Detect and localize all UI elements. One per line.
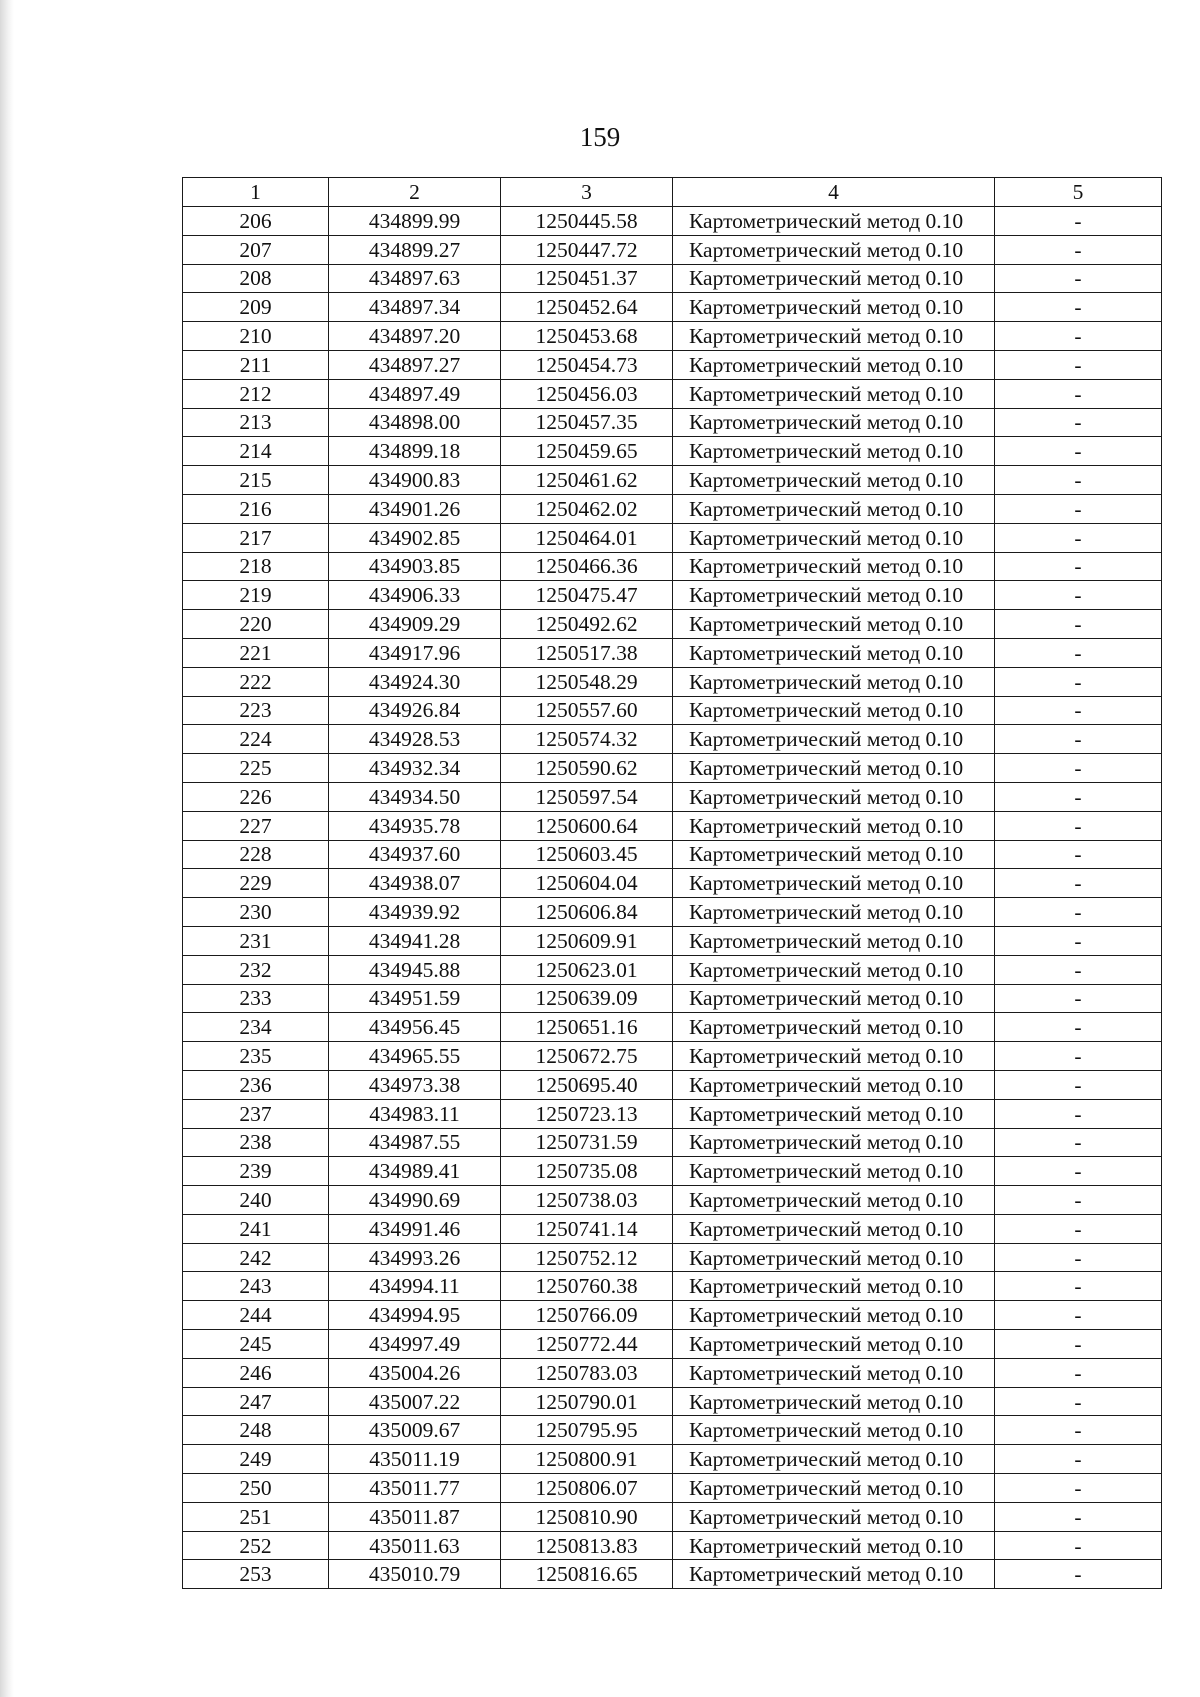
y-coordinate-cell: 1250735.08 <box>501 1157 673 1186</box>
method-cell: Картометрический метод 0.10 <box>673 1387 995 1416</box>
point-number-cell: 230 <box>183 898 329 927</box>
note-cell: - <box>995 466 1162 495</box>
point-number-cell: 225 <box>183 754 329 783</box>
method-cell: Картометрический метод 0.10 <box>673 610 995 639</box>
y-coordinate-cell: 1250447.72 <box>501 235 673 264</box>
y-coordinate-cell: 1250783.03 <box>501 1358 673 1387</box>
x-coordinate-cell: 434897.27 <box>329 350 501 379</box>
note-cell: - <box>995 379 1162 408</box>
method-cell: Картометрический метод 0.10 <box>673 725 995 754</box>
note-cell: - <box>995 811 1162 840</box>
method-cell: Картометрический метод 0.10 <box>673 1445 995 1474</box>
x-coordinate-cell: 434938.07 <box>329 869 501 898</box>
x-coordinate-cell: 434989.41 <box>329 1157 501 1186</box>
y-coordinate-cell: 1250461.62 <box>501 466 673 495</box>
note-cell: - <box>995 1272 1162 1301</box>
table-row <box>183 523 1162 552</box>
note-cell: - <box>995 235 1162 264</box>
point-number-cell: 238 <box>183 1128 329 1157</box>
y-coordinate-cell: 1250795.95 <box>501 1416 673 1445</box>
x-coordinate-cell: 435010.79 <box>329 1560 501 1589</box>
x-coordinate-cell: 434903.85 <box>329 552 501 581</box>
point-number-cell: 236 <box>183 1070 329 1099</box>
x-coordinate-cell: 434897.20 <box>329 322 501 351</box>
point-number-cell: 244 <box>183 1301 329 1330</box>
method-cell: Картометрический метод 0.10 <box>673 638 995 667</box>
note-cell: - <box>995 926 1162 955</box>
note-cell: - <box>995 1157 1162 1186</box>
method-cell: Картометрический метод 0.10 <box>673 782 995 811</box>
y-coordinate-cell: 1250790.01 <box>501 1387 673 1416</box>
method-cell: Картометрический метод 0.10 <box>673 1214 995 1243</box>
x-coordinate-cell: 434935.78 <box>329 811 501 840</box>
table-row <box>183 840 1162 869</box>
note-cell: - <box>995 1416 1162 1445</box>
method-cell: Картометрический метод 0.10 <box>673 840 995 869</box>
table-row <box>183 1445 1162 1474</box>
x-coordinate-cell: 434997.49 <box>329 1330 501 1359</box>
table-row <box>183 869 1162 898</box>
x-coordinate-cell: 434897.34 <box>329 293 501 322</box>
x-coordinate-cell: 434934.50 <box>329 782 501 811</box>
table-row <box>183 322 1162 351</box>
method-cell: Картометрический метод 0.10 <box>673 1157 995 1186</box>
method-cell: Картометрический метод 0.10 <box>673 869 995 898</box>
table-row <box>183 1560 1162 1589</box>
point-number-cell: 240 <box>183 1186 329 1215</box>
point-number-cell: 228 <box>183 840 329 869</box>
point-number-cell: 252 <box>183 1531 329 1560</box>
column-header: 1 <box>183 178 329 207</box>
method-cell: Картометрический метод 0.10 <box>673 1358 995 1387</box>
point-number-cell: 250 <box>183 1474 329 1503</box>
method-cell: Картометрический метод 0.10 <box>673 581 995 610</box>
point-number-cell: 233 <box>183 984 329 1013</box>
method-cell: Картометрический метод 0.10 <box>673 437 995 466</box>
table-body <box>183 207 1162 1589</box>
method-cell: Картометрический метод 0.10 <box>673 264 995 293</box>
point-number-cell: 220 <box>183 610 329 639</box>
y-coordinate-cell: 1250445.58 <box>501 207 673 236</box>
x-coordinate-cell: 434956.45 <box>329 1013 501 1042</box>
table-row <box>183 1272 1162 1301</box>
note-cell: - <box>995 207 1162 236</box>
table-row <box>183 293 1162 322</box>
method-cell: Картометрический метод 0.10 <box>673 1531 995 1560</box>
point-number-cell: 224 <box>183 725 329 754</box>
method-cell: Картометрический метод 0.10 <box>673 1560 995 1589</box>
method-cell: Картометрический метод 0.10 <box>673 1301 995 1330</box>
note-cell: - <box>995 955 1162 984</box>
method-cell: Картометрический метод 0.10 <box>673 350 995 379</box>
y-coordinate-cell: 1250651.16 <box>501 1013 673 1042</box>
y-coordinate-cell: 1250695.40 <box>501 1070 673 1099</box>
point-number-cell: 243 <box>183 1272 329 1301</box>
table-row <box>183 581 1162 610</box>
table-row <box>183 1416 1162 1445</box>
point-number-cell: 223 <box>183 696 329 725</box>
x-coordinate-cell: 434899.99 <box>329 207 501 236</box>
y-coordinate-cell: 1250600.64 <box>501 811 673 840</box>
x-coordinate-cell: 434983.11 <box>329 1099 501 1128</box>
y-coordinate-cell: 1250623.01 <box>501 955 673 984</box>
x-coordinate-cell: 434941.28 <box>329 926 501 955</box>
y-coordinate-cell: 1250738.03 <box>501 1186 673 1215</box>
point-number-cell: 246 <box>183 1358 329 1387</box>
point-number-cell: 221 <box>183 638 329 667</box>
table-row <box>183 1243 1162 1272</box>
point-number-cell: 251 <box>183 1502 329 1531</box>
note-cell: - <box>995 725 1162 754</box>
y-coordinate-cell: 1250723.13 <box>501 1099 673 1128</box>
y-coordinate-cell: 1250459.65 <box>501 437 673 466</box>
note-cell: - <box>995 437 1162 466</box>
x-coordinate-cell: 434994.11 <box>329 1272 501 1301</box>
y-coordinate-cell: 1250810.90 <box>501 1502 673 1531</box>
x-coordinate-cell: 434993.26 <box>329 1243 501 1272</box>
table-row <box>183 235 1162 264</box>
page-number: 159 <box>579 122 621 152</box>
point-number-cell: 212 <box>183 379 329 408</box>
y-coordinate-cell: 1250813.83 <box>501 1531 673 1560</box>
y-coordinate-cell: 1250731.59 <box>501 1128 673 1157</box>
method-cell: Картометрический метод 0.10 <box>673 552 995 581</box>
point-number-cell: 222 <box>183 667 329 696</box>
y-coordinate-cell: 1250772.44 <box>501 1330 673 1359</box>
x-coordinate-cell: 435011.77 <box>329 1474 501 1503</box>
table-row <box>183 984 1162 1013</box>
method-cell: Картометрический метод 0.10 <box>673 235 995 264</box>
y-coordinate-cell: 1250603.45 <box>501 840 673 869</box>
y-coordinate-cell: 1250454.73 <box>501 350 673 379</box>
table-row <box>183 1330 1162 1359</box>
point-number-cell: 208 <box>183 264 329 293</box>
point-number-cell: 249 <box>183 1445 329 1474</box>
table-row <box>183 1013 1162 1042</box>
method-cell: Картометрический метод 0.10 <box>673 1474 995 1503</box>
y-coordinate-cell: 1250752.12 <box>501 1243 673 1272</box>
method-cell: Картометрический метод 0.10 <box>673 1128 995 1157</box>
table-row <box>183 408 1162 437</box>
method-cell: Картометрический метод 0.10 <box>673 667 995 696</box>
note-cell: - <box>995 1330 1162 1359</box>
note-cell: - <box>995 322 1162 351</box>
point-number-cell: 210 <box>183 322 329 351</box>
point-number-cell: 213 <box>183 408 329 437</box>
x-coordinate-cell: 434991.46 <box>329 1214 501 1243</box>
point-number-cell: 237 <box>183 1099 329 1128</box>
x-coordinate-cell: 434973.38 <box>329 1070 501 1099</box>
table-row <box>183 926 1162 955</box>
table-row <box>183 1358 1162 1387</box>
method-cell: Картометрический метод 0.10 <box>673 379 995 408</box>
x-coordinate-cell: 434990.69 <box>329 1186 501 1215</box>
point-number-cell: 234 <box>183 1013 329 1042</box>
table-row <box>183 955 1162 984</box>
note-cell: - <box>995 408 1162 437</box>
note-cell: - <box>995 523 1162 552</box>
y-coordinate-cell: 1250766.09 <box>501 1301 673 1330</box>
point-number-cell: 215 <box>183 466 329 495</box>
table-row <box>183 1186 1162 1215</box>
y-coordinate-cell: 1250557.60 <box>501 696 673 725</box>
note-cell: - <box>995 1387 1162 1416</box>
note-cell: - <box>995 1070 1162 1099</box>
note-cell: - <box>995 1560 1162 1589</box>
point-number-cell: 253 <box>183 1560 329 1589</box>
note-cell: - <box>995 696 1162 725</box>
y-coordinate-cell: 1250604.04 <box>501 869 673 898</box>
point-number-cell: 232 <box>183 955 329 984</box>
x-coordinate-cell: 434939.92 <box>329 898 501 927</box>
method-cell: Картометрический метод 0.10 <box>673 1013 995 1042</box>
note-cell: - <box>995 350 1162 379</box>
x-coordinate-cell: 435011.19 <box>329 1445 501 1474</box>
x-coordinate-cell: 434898.00 <box>329 408 501 437</box>
x-coordinate-cell: 434917.96 <box>329 638 501 667</box>
point-number-cell: 218 <box>183 552 329 581</box>
note-cell: - <box>995 1214 1162 1243</box>
y-coordinate-cell: 1250475.47 <box>501 581 673 610</box>
table-row <box>183 494 1162 523</box>
table-row <box>183 696 1162 725</box>
note-cell: - <box>995 1531 1162 1560</box>
table-row <box>183 379 1162 408</box>
x-coordinate-cell: 435009.67 <box>329 1416 501 1445</box>
note-cell: - <box>995 1474 1162 1503</box>
method-cell: Картометрический метод 0.10 <box>673 811 995 840</box>
column-header: 4 <box>673 178 995 207</box>
table-row <box>183 1531 1162 1560</box>
note-cell: - <box>995 1128 1162 1157</box>
method-cell: Картометрический метод 0.10 <box>673 523 995 552</box>
point-number-cell: 248 <box>183 1416 329 1445</box>
x-coordinate-cell: 434902.85 <box>329 523 501 552</box>
point-number-cell: 235 <box>183 1042 329 1071</box>
x-coordinate-cell: 434901.26 <box>329 494 501 523</box>
table-row <box>183 1128 1162 1157</box>
x-coordinate-cell: 434909.29 <box>329 610 501 639</box>
table-row <box>183 1214 1162 1243</box>
note-cell: - <box>995 754 1162 783</box>
point-number-cell: 206 <box>183 207 329 236</box>
note-cell: - <box>995 494 1162 523</box>
table-row <box>183 1301 1162 1330</box>
x-coordinate-cell: 435011.87 <box>329 1502 501 1531</box>
y-coordinate-cell: 1250806.07 <box>501 1474 673 1503</box>
method-cell: Картометрический метод 0.10 <box>673 1243 995 1272</box>
point-number-cell: 211 <box>183 350 329 379</box>
note-cell: - <box>995 984 1162 1013</box>
note-cell: - <box>995 869 1162 898</box>
point-number-cell: 216 <box>183 494 329 523</box>
table-row <box>183 350 1162 379</box>
method-cell: Картометрический метод 0.10 <box>673 898 995 927</box>
table-row <box>183 1099 1162 1128</box>
x-coordinate-cell: 435011.63 <box>329 1531 501 1560</box>
method-cell: Картометрический метод 0.10 <box>673 955 995 984</box>
y-coordinate-cell: 1250741.14 <box>501 1214 673 1243</box>
x-coordinate-cell: 434899.27 <box>329 235 501 264</box>
x-coordinate-cell: 434900.83 <box>329 466 501 495</box>
note-cell: - <box>995 1445 1162 1474</box>
table-row <box>183 1042 1162 1071</box>
column-header: 3 <box>501 178 673 207</box>
table-header-row <box>183 178 1162 207</box>
method-cell: Картометрический метод 0.10 <box>673 1416 995 1445</box>
point-number-cell: 242 <box>183 1243 329 1272</box>
method-cell: Картометрический метод 0.10 <box>673 1186 995 1215</box>
method-cell: Картометрический метод 0.10 <box>673 926 995 955</box>
method-cell: Картометрический метод 0.10 <box>673 1070 995 1099</box>
coordinates-table <box>182 177 1162 1589</box>
note-cell: - <box>995 667 1162 696</box>
table-row <box>183 667 1162 696</box>
y-coordinate-cell: 1250453.68 <box>501 322 673 351</box>
table-row <box>183 1474 1162 1503</box>
scan-edge-shadow <box>0 0 14 1697</box>
method-cell: Картометрический метод 0.10 <box>673 1099 995 1128</box>
note-cell: - <box>995 610 1162 639</box>
x-coordinate-cell: 434987.55 <box>329 1128 501 1157</box>
method-cell: Картометрический метод 0.10 <box>673 1272 995 1301</box>
table-row <box>183 552 1162 581</box>
table-row <box>183 782 1162 811</box>
x-coordinate-cell: 434994.95 <box>329 1301 501 1330</box>
method-cell: Картометрический метод 0.10 <box>673 1330 995 1359</box>
method-cell: Картометрический метод 0.10 <box>673 408 995 437</box>
note-cell: - <box>995 1099 1162 1128</box>
table-row <box>183 1157 1162 1186</box>
table-row <box>183 466 1162 495</box>
note-cell: - <box>995 1243 1162 1272</box>
note-cell: - <box>995 264 1162 293</box>
method-cell: Картометрический метод 0.10 <box>673 293 995 322</box>
method-cell: Картометрический метод 0.10 <box>673 984 995 1013</box>
table-row <box>183 898 1162 927</box>
note-cell: - <box>995 1301 1162 1330</box>
point-number-cell: 214 <box>183 437 329 466</box>
x-coordinate-cell: 434906.33 <box>329 581 501 610</box>
y-coordinate-cell: 1250492.62 <box>501 610 673 639</box>
x-coordinate-cell: 434899.18 <box>329 437 501 466</box>
table-row <box>183 1502 1162 1531</box>
table-row <box>183 811 1162 840</box>
table-row <box>183 725 1162 754</box>
table-row <box>183 1387 1162 1416</box>
point-number-cell: 239 <box>183 1157 329 1186</box>
y-coordinate-cell: 1250462.02 <box>501 494 673 523</box>
x-coordinate-cell: 434965.55 <box>329 1042 501 1071</box>
y-coordinate-cell: 1250672.75 <box>501 1042 673 1071</box>
x-coordinate-cell: 434937.60 <box>329 840 501 869</box>
table-row <box>183 437 1162 466</box>
method-cell: Картометрический метод 0.10 <box>673 207 995 236</box>
note-cell: - <box>995 1358 1162 1387</box>
note-cell: - <box>995 552 1162 581</box>
table-row <box>183 638 1162 667</box>
x-coordinate-cell: 434932.34 <box>329 754 501 783</box>
note-cell: - <box>995 1502 1162 1531</box>
y-coordinate-cell: 1250452.64 <box>501 293 673 322</box>
y-coordinate-cell: 1250590.62 <box>501 754 673 783</box>
column-header: 2 <box>329 178 501 207</box>
y-coordinate-cell: 1250574.32 <box>501 725 673 754</box>
x-coordinate-cell: 434928.53 <box>329 725 501 754</box>
x-coordinate-cell: 434897.49 <box>329 379 501 408</box>
y-coordinate-cell: 1250609.91 <box>501 926 673 955</box>
method-cell: Картометрический метод 0.10 <box>673 1042 995 1071</box>
y-coordinate-cell: 1250597.54 <box>501 782 673 811</box>
point-number-cell: 227 <box>183 811 329 840</box>
point-number-cell: 247 <box>183 1387 329 1416</box>
y-coordinate-cell: 1250466.36 <box>501 552 673 581</box>
method-cell: Картометрический метод 0.10 <box>673 466 995 495</box>
point-number-cell: 219 <box>183 581 329 610</box>
table-row <box>183 264 1162 293</box>
y-coordinate-cell: 1250816.65 <box>501 1560 673 1589</box>
table-row <box>183 1070 1162 1099</box>
x-coordinate-cell: 435007.22 <box>329 1387 501 1416</box>
x-coordinate-cell: 434945.88 <box>329 955 501 984</box>
note-cell: - <box>995 581 1162 610</box>
y-coordinate-cell: 1250456.03 <box>501 379 673 408</box>
y-coordinate-cell: 1250451.37 <box>501 264 673 293</box>
table-row <box>183 610 1162 639</box>
note-cell: - <box>995 782 1162 811</box>
note-cell: - <box>995 638 1162 667</box>
y-coordinate-cell: 1250548.29 <box>501 667 673 696</box>
point-number-cell: 209 <box>183 293 329 322</box>
y-coordinate-cell: 1250457.35 <box>501 408 673 437</box>
table-row <box>183 754 1162 783</box>
x-coordinate-cell: 434926.84 <box>329 696 501 725</box>
method-cell: Картометрический метод 0.10 <box>673 696 995 725</box>
y-coordinate-cell: 1250464.01 <box>501 523 673 552</box>
method-cell: Картометрический метод 0.10 <box>673 494 995 523</box>
table-row <box>183 207 1162 236</box>
y-coordinate-cell: 1250800.91 <box>501 1445 673 1474</box>
x-coordinate-cell: 434897.63 <box>329 264 501 293</box>
note-cell: - <box>995 1013 1162 1042</box>
note-cell: - <box>995 898 1162 927</box>
note-cell: - <box>995 1186 1162 1215</box>
point-number-cell: 231 <box>183 926 329 955</box>
column-header: 5 <box>995 178 1162 207</box>
method-cell: Картометрический метод 0.10 <box>673 754 995 783</box>
y-coordinate-cell: 1250639.09 <box>501 984 673 1013</box>
method-cell: Картометрический метод 0.10 <box>673 322 995 351</box>
method-cell: Картометрический метод 0.10 <box>673 1502 995 1531</box>
point-number-cell: 217 <box>183 523 329 552</box>
point-number-cell: 229 <box>183 869 329 898</box>
note-cell: - <box>995 840 1162 869</box>
note-cell: - <box>995 1042 1162 1071</box>
x-coordinate-cell: 434951.59 <box>329 984 501 1013</box>
y-coordinate-cell: 1250760.38 <box>501 1272 673 1301</box>
y-coordinate-cell: 1250606.84 <box>501 898 673 927</box>
point-number-cell: 226 <box>183 782 329 811</box>
x-coordinate-cell: 435004.26 <box>329 1358 501 1387</box>
x-coordinate-cell: 434924.30 <box>329 667 501 696</box>
point-number-cell: 241 <box>183 1214 329 1243</box>
y-coordinate-cell: 1250517.38 <box>501 638 673 667</box>
point-number-cell: 245 <box>183 1330 329 1359</box>
point-number-cell: 207 <box>183 235 329 264</box>
note-cell: - <box>995 293 1162 322</box>
